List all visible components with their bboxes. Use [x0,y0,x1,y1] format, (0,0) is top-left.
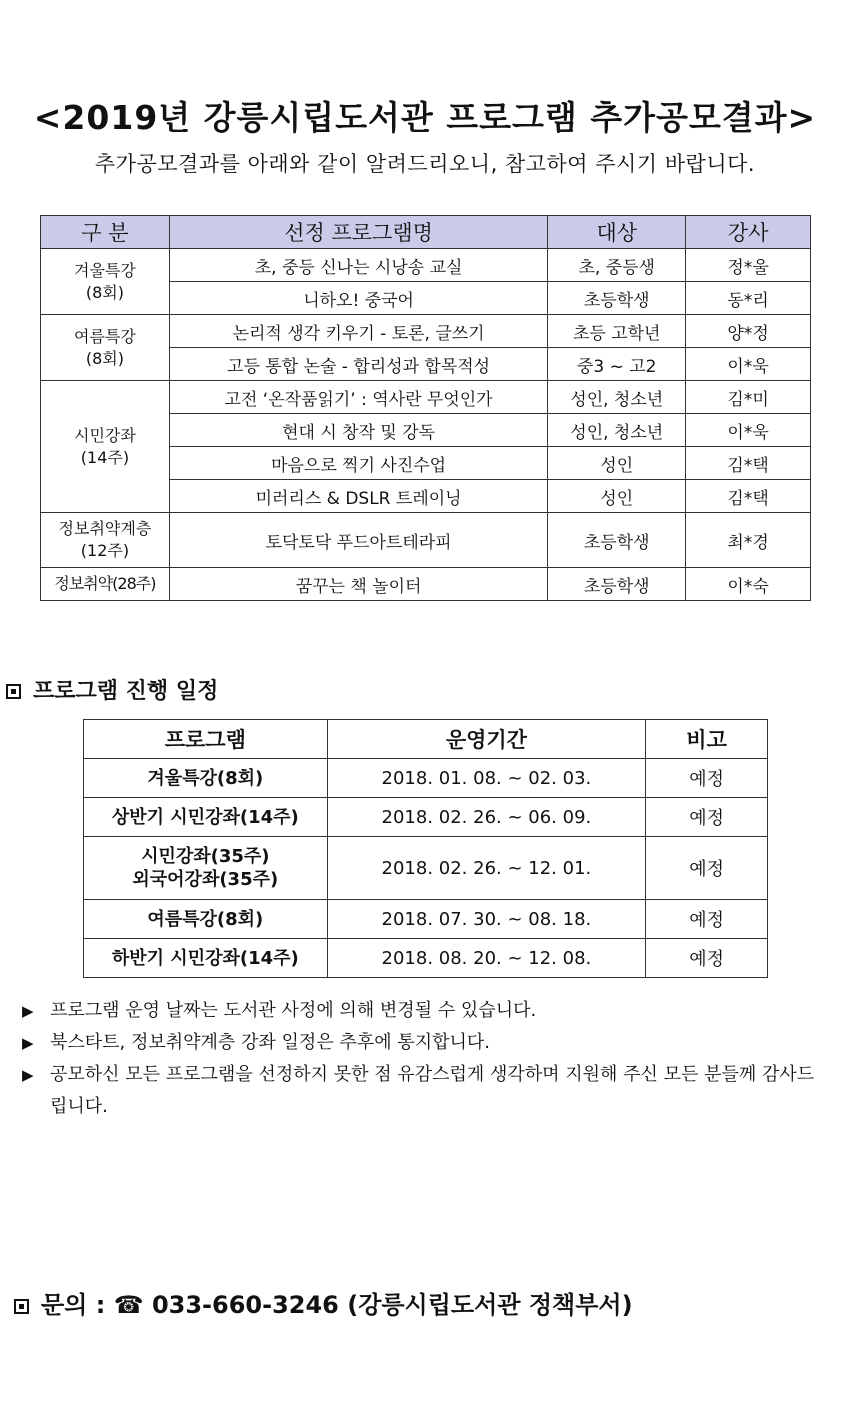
table-row [84,939,768,978]
header-period: 운영기간 [327,720,646,759]
square-bullet-icon [6,684,21,699]
note-cell: 예정 [646,900,768,939]
table-row [84,798,768,837]
program-cell: 시민강좌(35주) 외국어강좌(35주) [84,837,328,900]
instructor-cell: 동*리 [686,282,811,315]
note-text: 프로그램 운영 날짜는 도서관 사정에 의해 변경될 수 있습니다. [50,1000,537,1021]
contact-label: 문의 : [41,1291,106,1319]
header-category: 구 분 [41,216,170,249]
table-row [41,249,811,282]
program-cell: 고등 통합 논술 - 합리성과 합목적성 [169,348,547,381]
period-cell: 2018. 02. 26. ~ 06. 09. [327,798,646,837]
period-cell: 2018. 01. 08. ~ 02. 03. [327,759,646,798]
note-text: 북스타트, 정보취약계층 강좌 일정은 추후에 통지합니다. [50,1032,490,1053]
category-cell: 여름특강 (8회) [41,315,170,381]
page-subtitle: 추가공모결과를 아래와 같이 알려드리오니, 참고하여 주시기 바랍니다. [94,152,756,176]
list-item [20,995,815,1027]
target-cell: 중3 ~ 고2 [548,348,686,381]
program-cell: 상반기 시민강좌(14주) [84,798,328,837]
contact-text: 033-660-3246 (강릉시립도서관 정책부서) [151,1291,633,1319]
square-bullet-icon [14,1299,29,1314]
target-cell: 성인, 청소년 [548,414,686,447]
target-cell: 초, 중등생 [548,249,686,282]
program-cell: 논리적 생각 키우기 - 토론, 글쓰기 [169,315,547,348]
program-cell: 고전 ‘온작품읽기’ : 역사란 무엇인가 [169,381,547,414]
schedule-table [83,719,768,978]
page-title: <2019년 강릉시립도서관 프로그램 추가공모결과> [33,98,817,137]
program-cell: 니하오! 중국어 [169,282,547,315]
table-row [41,568,811,601]
program-cell: 하반기 시민강좌(14주) [84,939,328,978]
target-cell: 초등학생 [548,568,686,601]
triangle-bullet-icon: ▶ [22,1034,34,1052]
program-cell: 현대 시 창작 및 강독 [169,414,547,447]
instructor-cell: 이*욱 [686,414,811,447]
program-cell: 꿈꾸는 책 놀이터 [169,568,547,601]
table-row [84,900,768,939]
category-cell: 정보취약(28주) [41,568,170,601]
instructor-cell: 김*택 [686,480,811,513]
instructor-cell: 양*정 [686,315,811,348]
program-cell: 겨울특강(8회) [84,759,328,798]
header-note: 비고 [646,720,768,759]
instructor-cell: 최*경 [686,513,811,568]
schedule-heading [6,674,218,705]
target-cell: 성인 [548,447,686,480]
period-cell: 2018. 08. 20. ~ 12. 08. [327,939,646,978]
program-cell: 마음으로 찍기 사진수업 [169,447,547,480]
instructor-cell: 정*울 [686,249,811,282]
list-item [20,1059,815,1123]
table-row [41,315,811,348]
contact-line [14,1285,633,1320]
target-cell: 초등 고학년 [548,315,686,348]
note-text: 공모하신 모든 프로그램을 선정하지 못한 점 유감스럽게 생각하며 지원해 주신 모든 분들께 감사드립니다. [50,1064,815,1117]
header-program: 프로그램 [84,720,328,759]
target-cell: 성인, 청소년 [548,381,686,414]
table-row [41,381,811,414]
period-cell: 2018. 02. 26. ~ 12. 01. [327,837,646,900]
header-instructor: 강사 [686,216,811,249]
instructor-cell: 이*욱 [686,348,811,381]
schedule-header-row [84,720,768,759]
triangle-bullet-icon: ▶ [22,1002,34,1020]
program-cell: 초, 중등 신나는 시낭송 교실 [169,249,547,282]
table-row [84,837,768,900]
schedule-heading-text: 프로그램 진행 일정 [33,679,219,704]
phone-icon: ☎ [113,1291,144,1319]
results-table [40,215,811,601]
note-cell: 예정 [646,759,768,798]
triangle-bullet-icon: ▶ [22,1066,34,1084]
instructor-cell: 이*숙 [686,568,811,601]
instructor-cell: 김*택 [686,447,811,480]
category-cell: 겨울특강 (8회) [41,249,170,315]
program-cell: 토닥토닥 푸드아트테라피 [169,513,547,568]
table-row [41,513,811,568]
instructor-cell: 김*미 [686,381,811,414]
target-cell: 성인 [548,480,686,513]
header-program: 선정 프로그램명 [169,216,547,249]
period-cell: 2018. 07. 30. ~ 08. 18. [327,900,646,939]
table-row [84,759,768,798]
header-target: 대상 [548,216,686,249]
note-cell: 예정 [646,939,768,978]
list-item [20,1027,815,1059]
note-cell: 예정 [646,837,768,900]
target-cell: 초등학생 [548,513,686,568]
results-header-row [41,216,811,249]
target-cell: 초등학생 [548,282,686,315]
category-cell: 정보취약계층 (12주) [41,513,170,568]
program-cell: 미러리스 & DSLR 트레이닝 [169,480,547,513]
program-cell: 여름특강(8회) [84,900,328,939]
notes-list [20,995,815,1123]
note-cell: 예정 [646,798,768,837]
category-cell: 시민강좌 (14주) [41,381,170,513]
